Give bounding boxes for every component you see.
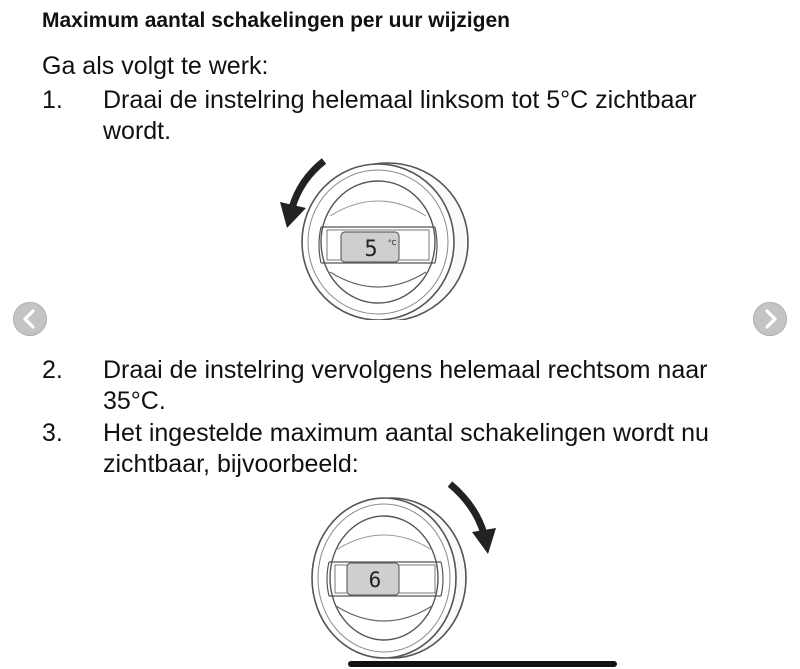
home-indicator[interactable] bbox=[348, 661, 617, 667]
step-number: 3. bbox=[42, 419, 63, 447]
dial-display-value: 5 bbox=[364, 237, 378, 262]
step-number: 1. bbox=[42, 86, 63, 114]
page-title: Maximum aantal schakelingen per uur wijzigen bbox=[42, 9, 510, 32]
thermostat-dial-illustration bbox=[272, 150, 472, 320]
thermostat-dial-illustration bbox=[300, 478, 510, 660]
step-text: Draai de instelring vervolgens helemaal rechtsom naar 35°C. bbox=[103, 356, 708, 415]
dial-display-unit: °C bbox=[388, 239, 397, 247]
step-number: 2. bbox=[42, 356, 63, 384]
intro-text: Ga als volgt te werk: bbox=[42, 52, 269, 80]
previous-page-button[interactable] bbox=[13, 302, 47, 336]
chevron-right-icon bbox=[753, 302, 787, 336]
next-page-button[interactable] bbox=[753, 302, 787, 336]
dial-display-value: 6 bbox=[368, 568, 382, 592]
step-text: Draai de instelring helemaal linksom tot 5°C zichtbaar wordt. bbox=[103, 86, 697, 145]
step-text: Het ingestelde maximum aantal schakelingen wordt nu zichtbaar, bijvoorbeeld: bbox=[103, 419, 709, 478]
chevron-left-icon bbox=[13, 302, 47, 336]
